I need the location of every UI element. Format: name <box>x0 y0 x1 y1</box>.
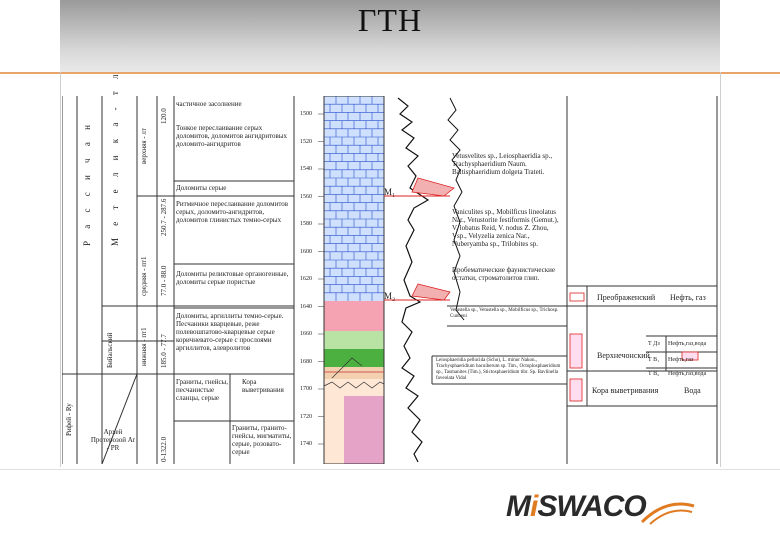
lith-4: Ритмичное переслаивание доломитов серых, доломито-ангидритов, доломитов глинистых темно-серых <box>176 200 289 224</box>
lith-5: Доломиты реликтовые органогенные, доломиты серые пористые <box>176 270 289 286</box>
right-margin-line <box>720 72 721 467</box>
sub-middle-label: средняя - пт1 <box>140 256 148 296</box>
biyal-label: Бийальский <box>106 332 114 368</box>
lith-8: Кора выветривания <box>242 378 284 394</box>
depth-label: 1720 <box>300 413 312 420</box>
horizon-2-fluid-2: Нефть,газ <box>668 357 694 363</box>
group-label: Р а с с и ч а н <box>82 120 92 246</box>
horizon-2-code-2: Т В₁ <box>648 357 660 363</box>
fauna-5: Leiosphaeridia pellucida (Scho), L. minor Nakon., Trachysphaeridium bacuiberum sp. Tim., Octoplosphaeridium sp., Tasmanites (Tim.), Stictosphaeridium tibr. Sp. Bavlinella faveolata Vidal <box>436 358 561 381</box>
depth-label: 1660 <box>300 331 312 337</box>
logo-swoosh-icon <box>640 496 696 526</box>
fauna-1: Vetusvelites sp., Leiosphaeridia sp., Trachysphaeridium Naum. Baltisphaeridium dolgeta Trateti. <box>452 152 553 176</box>
sub-lower-label: нижняя - пт1 <box>140 327 148 366</box>
horizon-3-name: Кора выветривания <box>592 386 659 395</box>
depth-label: 1620 <box>300 276 312 282</box>
fauna-4: Vetustella sp., Vetustella sp., Mobilficus sp., Trichosp. Cunbeni <box>450 308 559 319</box>
left-margin-line <box>60 72 61 467</box>
fauna-3: Пробематические фаунистические остатки, строматолитов глип. <box>452 266 556 282</box>
lith-1: частичное засолнение <box>176 100 242 108</box>
slide-title: ГТН <box>357 2 423 38</box>
depth-label: 1640 <box>300 303 312 310</box>
lith-2: Тонкое переслаивание серых доломитов, доломитов ангидритовых доломито-ангидритов <box>176 124 288 148</box>
lith-3: Доломиты серые <box>176 184 227 192</box>
rifey-label: Рифей - Ry <box>65 403 73 436</box>
horizon-3-fluid: Вода <box>684 386 701 395</box>
marker-m2: M₂ <box>384 291 396 301</box>
lith-7: Граниты, гнейсы, песчанистые сланцы, серые <box>176 378 228 402</box>
sub-upper-label: верхняя - лт <box>140 128 148 164</box>
depth-250: 250.7 - 287.6 <box>160 198 168 236</box>
stage-label: М е т е л и к а - т л <box>110 69 120 246</box>
horizon-2-code-1: Т Дз <box>648 341 660 347</box>
logo-name: SWACO <box>537 490 646 523</box>
archey-label: Архей Протерозой Ar - PR <box>90 428 136 452</box>
horizon-2-name: Верхнечонский <box>597 351 650 360</box>
depth-label: 1740 <box>300 441 312 447</box>
stratigraphic-chart <box>62 69 718 464</box>
miswaco-logo <box>506 490 646 524</box>
depth-label: 1540 <box>300 166 312 172</box>
depth-label: 1560 <box>300 193 312 200</box>
fauna-2: Vaniculites sp., Mobilficus lineolatus Nar., Vetustorite festiformis (Gemut.), V. lobatus Reid, V. nodus Z. Zhou, Vsp., Velyzelia zenica Nar., Nuberyamba sp., Trilobites sp. <box>452 208 559 248</box>
depth-120: 120.0 <box>160 108 168 124</box>
depth-label: 1700 <box>300 386 312 392</box>
horizon-1-name: Преображенский <box>597 293 656 302</box>
depth-185: 185.0 - 77.7 <box>160 334 168 368</box>
logo-prefix: M <box>506 490 530 523</box>
depth-label: 1580 <box>300 221 312 227</box>
depth-1322: 0-1322.0 <box>160 436 168 462</box>
horizon-2-fluid-3: Нефть,газ,вода <box>668 371 707 377</box>
marker-m1: M₁ <box>384 187 396 197</box>
horizon-1-fluid: Нефть, газ <box>670 293 706 302</box>
horizon-2-code-3: Т В₂ <box>648 371 660 377</box>
depth-label: 1500 <box>300 111 312 117</box>
depth-label: 1680 <box>300 358 312 365</box>
logo-accent: i <box>530 490 538 523</box>
depth-label: 1520 <box>300 138 312 145</box>
footer-line <box>0 469 780 470</box>
depth-77: 77.0 - 88.0 <box>160 265 168 296</box>
horizon-2-fluid: Нефть,газ,вода <box>668 341 707 347</box>
lith-6: Доломиты, аргиллиты темно-серые. Песчаники кварцевые, реже полевошпатово-кварцевые серые коричневато-серые с прослоями аргиллитов, алевролитов <box>176 312 284 352</box>
depth-label: 1600 <box>300 248 312 255</box>
lith-9: Граниты, гранито-гнейсы, мигматиты, серые, розовато-серые <box>232 424 292 456</box>
